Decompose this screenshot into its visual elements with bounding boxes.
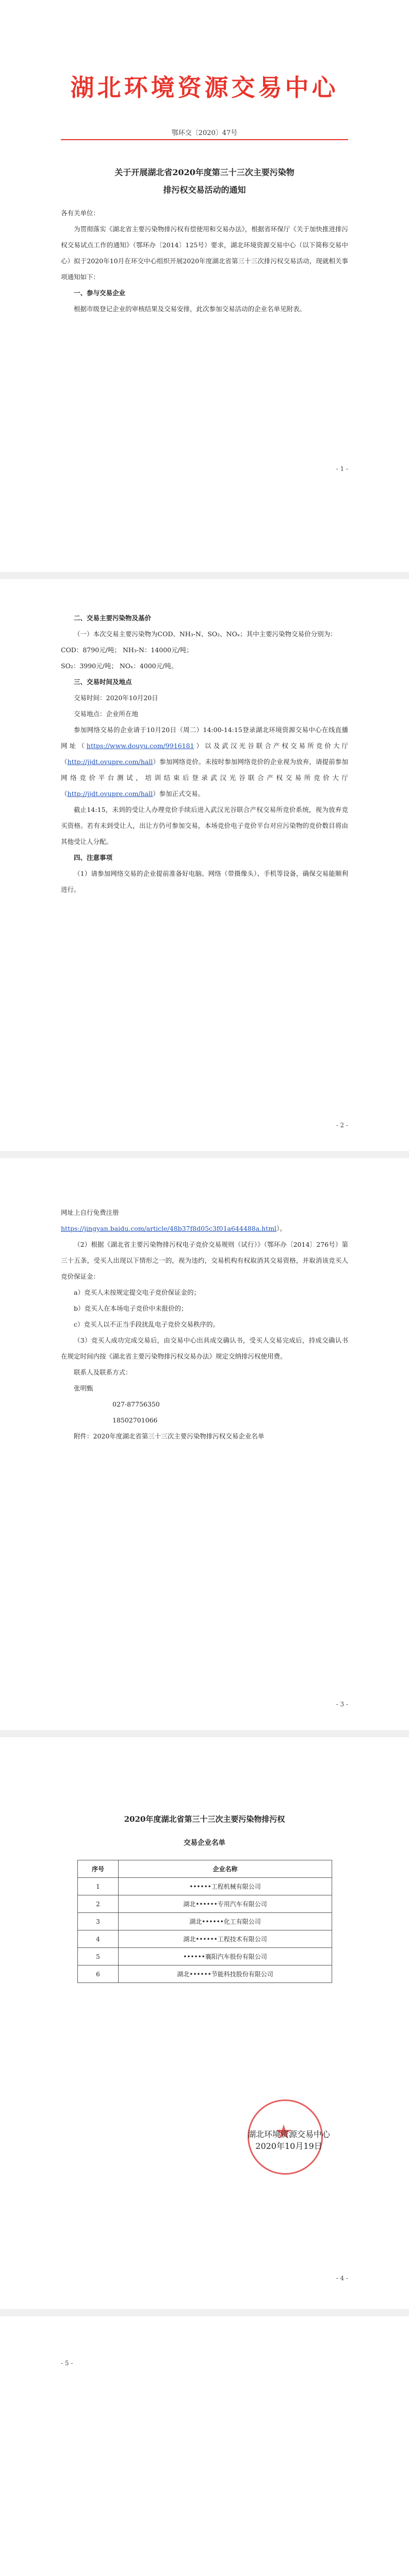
page-separator bbox=[0, 1730, 409, 1737]
notice-title-line-2: 排污权交易活动的通知 bbox=[163, 185, 246, 195]
table-row bbox=[78, 1965, 332, 1983]
note-1: （1）请参加网络交易的企业提前准备好电脑、网络（带摄像头）、手机等设备，确保交易能顺利进行。 bbox=[61, 870, 348, 893]
page-2-body bbox=[61, 610, 348, 897]
register-link[interactable]: https://jingyan.baidu.com/article/48b37f8d05c3f01a644488a.html bbox=[61, 1225, 277, 1232]
list-title: 2020年度湖北省第三十三次主要污染物排污权 bbox=[124, 1815, 285, 1824]
register-text: 网址上自行免费注册 https://jingyan.baidu.com/article/48b37f8d05c3f01a644488a.html）。 bbox=[61, 1209, 286, 1232]
hall-link-2[interactable]: http://jjdt.ovupre.com/hall bbox=[67, 790, 153, 798]
page-number: - 5 - bbox=[61, 2360, 73, 2367]
contact-phone-2: 18502701066 bbox=[112, 1416, 158, 1424]
row-company: 湖北••••••工程技术有限公司 bbox=[119, 1930, 332, 1948]
row-index: 6 bbox=[78, 1965, 119, 1983]
notice-title bbox=[0, 164, 409, 199]
row-index: 2 bbox=[78, 1895, 119, 1913]
notice-title-line-1: 关于开展湖北省2020年度第三十三次主要污染物 bbox=[114, 167, 295, 177]
col-header-index: 序号 bbox=[78, 1860, 119, 1878]
section-1-heading: 一、参与交易企业 bbox=[74, 289, 126, 297]
row-company: ••••••工程机械有限公司 bbox=[119, 1878, 332, 1895]
hall-link-1[interactable]: http://jjdt.ovupre.com/hall bbox=[67, 758, 153, 766]
section-4-heading: 四、注意事项 bbox=[74, 854, 113, 861]
note-3: （3）竞买人成功完成交易后，由交易中心出具成交确认书，受买人交易完成后，持成交确认书在规定时间内按《湖北省主要污染物排污权交易办法》规定交纳排污权使用费。 bbox=[61, 1336, 348, 1360]
note-2: （2）根据《湖北省主要污染物排污权电子竞价交易规则（试行）》（鄂环办〔2014〕276号）第三十五条，受买人出现以下情形之一的，视为违约，交易机构有权取消其交易资格，并取消该竞买人竞价保证金： bbox=[61, 1241, 348, 1280]
contact-phone-1: 027-87756350 bbox=[112, 1400, 160, 1408]
contact-name: 张明甄 bbox=[74, 1384, 93, 1392]
page-1 bbox=[0, 0, 409, 572]
deadline-paragraph: 截止14:15，未到的受让人办理竞价手续后进入武汉光谷联合产权交易所竞价系统，视为放弃竞买资格。若有未到受让人，出让方仍可参加交易，本场竞价电子竞价平台对应污染物的竞价数目将由其他受让人分配。 bbox=[61, 806, 348, 845]
section-3-heading: 三、交易时间及地点 bbox=[74, 678, 132, 686]
company-table bbox=[77, 1860, 332, 1983]
row-index: 4 bbox=[78, 1930, 119, 1948]
intro-paragraph: 为贯彻落实《湖北省主要污染物排污权有偿使用和交易办法》，根据省环保厅《关于加快推进排污权交易试点工作的通知》（鄂环办〔2014〕125号）要求，湖北环境资源交易中心（以下简称交易中心）拟于2020年10月在环交中心组织开展2020年度湖北省第三十三次排污权交易活动，现就相关事项通知如下： bbox=[61, 225, 348, 281]
trade-time: 交易时间：2020年10月20日 bbox=[74, 694, 158, 702]
clause-c: c）竞买人以不正当手段扰乱电子竞价交易秩序的。 bbox=[74, 1320, 220, 1328]
section-1-text: 根据市级登记企业的审核结果及交易安排，此次参加交易活动的企业名单见附表。 bbox=[74, 305, 306, 313]
org-header-title: 湖北环境资源交易中心 bbox=[70, 74, 339, 101]
page-number: - 2 - bbox=[336, 1122, 348, 1129]
table-row bbox=[78, 1878, 332, 1895]
row-company: ••••••襄阳汽车股份有限公司 bbox=[119, 1948, 332, 1965]
trade-place: 交易地点：企业所在地 bbox=[74, 710, 139, 718]
pollutant-item: （一）本次交易主要污染物为COD、NH₃-N、SO₂、NOₓ；其中主要污染物交易价分别为： bbox=[74, 630, 337, 638]
red-divider bbox=[61, 139, 348, 140]
clause-a: a）竞买人未按规定提交电子竞价保证金的； bbox=[74, 1289, 200, 1296]
page-number: - 1 - bbox=[336, 465, 348, 472]
table-row bbox=[78, 1913, 332, 1930]
list-subtitle: 交易企业名单 bbox=[184, 1839, 225, 1847]
table-header-row bbox=[78, 1860, 332, 1878]
row-company: 湖北••••••化工有限公司 bbox=[119, 1913, 332, 1930]
page-2 bbox=[0, 579, 409, 1151]
page-separator bbox=[0, 1151, 409, 1158]
row-index: 1 bbox=[78, 1878, 119, 1895]
document-number: 鄂环交〔2020〕47号 bbox=[171, 129, 238, 137]
page-1-body bbox=[61, 205, 348, 317]
table-row bbox=[78, 1895, 332, 1913]
page-3-body bbox=[61, 1205, 348, 1444]
row-index: 3 bbox=[78, 1913, 119, 1930]
page-number: - 4 - bbox=[336, 2275, 348, 2282]
col-header-name: 企业名称 bbox=[119, 1860, 332, 1878]
table-row bbox=[78, 1948, 332, 1965]
row-company: 湖北••••••节能科技股份有限公司 bbox=[119, 1965, 332, 1983]
join-instructions: 参加网络交易的企业请于10月20日（周二）14:00-14:15登录湖北环境资源交易中心在线直播网址（https://www.douyu.com/9916181）以及武汉光谷联合产权交易所竞价大厅（http://jjdt.ovupre.com/hall）参加网络竞价。未按时参加网络竞价的企业视为放弃，请提前参加网络竞价平台测试，培训结束后登录武汉光谷联合产权交易所竞价大厅（http://jjdt.ovupre.com/hall）参加正式交易。 bbox=[61, 726, 348, 798]
signature-block bbox=[222, 2128, 356, 2151]
salutation: 各有关单位： bbox=[61, 209, 100, 217]
douyu-link[interactable]: https://www.douyu.com/9916181 bbox=[86, 742, 194, 750]
row-index: 5 bbox=[78, 1948, 119, 1965]
section-2-heading: 二、交易主要污染物及基价 bbox=[74, 614, 152, 622]
row-company: 湖北••••••专用汽车有限公司 bbox=[119, 1895, 332, 1913]
price-line-2: SO₂：3990元/吨； NOₓ：4000元/吨。 bbox=[61, 662, 178, 670]
sign-date: 2020年10月19日 bbox=[255, 2141, 322, 2151]
clause-b: b）竞买人在本场电子竞价中未报价的； bbox=[74, 1304, 188, 1312]
price-line-1: COD：8790元/吨； NH₃-N：14000元/吨； bbox=[61, 646, 193, 654]
signer-name: 湖北环境资源交易中心 bbox=[247, 2129, 330, 2139]
page-number: - 3 - bbox=[336, 1701, 348, 1708]
page-separator bbox=[0, 572, 409, 579]
page-separator bbox=[0, 2309, 409, 2316]
page-3 bbox=[0, 1158, 409, 1730]
attachment-note: 附件：2020年度湖北省第三十三次主要污染物排污权交易企业名单 bbox=[74, 1432, 265, 1440]
contact-label: 联系人及联系方式： bbox=[74, 1368, 132, 1376]
table-row bbox=[78, 1930, 332, 1948]
